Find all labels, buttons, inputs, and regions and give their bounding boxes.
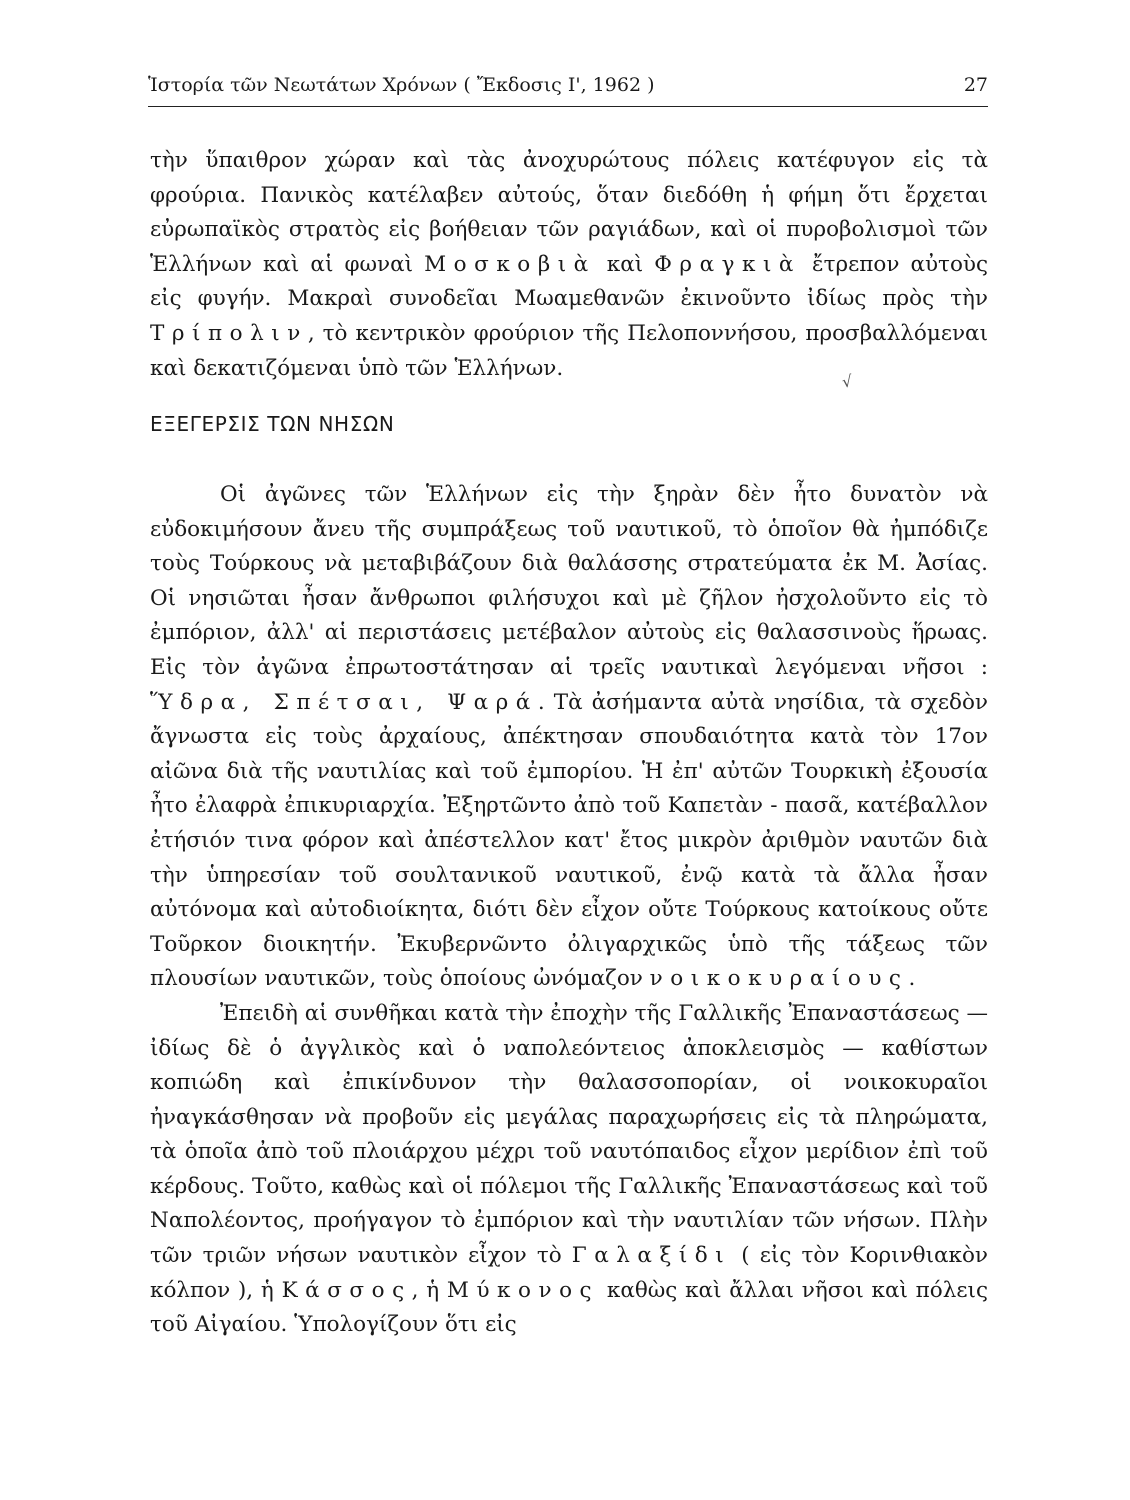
spaced-term: Γαλαξίδι <box>571 1243 732 1269</box>
text-run: τὴν ὕπαιθρον χώραν καὶ τὰς ἀνοχυρώτους πόλεις κατέφυγον εἰς τὰ φρούρια. Πανικὸς κατέλαβεν αὐτούς, ὅταν διεδόθη ἡ φήμη ὅτι ἔρχεται εὐρωπαϊκὸς στρατὸς εἰς βοήθειαν τῶν ραγιάδων, καὶ οἱ πυροβολισμοὶ τῶν Ἑλλήνων καὶ αἱ φωναὶ <box>150 148 988 277</box>
text-run: καὶ <box>595 251 655 277</box>
spaced-term: Μοσκοβιὰ <box>424 251 596 277</box>
text-run: Οἱ ἀγῶνες τῶν Ἑλλήνων εἰς τὴν ξηρὰν δὲν ἦτο δυνατὸν νὰ εὐδοκιμήσουν ἄνευ τῆς συμπράξεως τοῦ ναυτικοῦ, τὸ ὁποῖον θὰ ἠμπόδιζε τοὺς Τούρκους νὰ μεταβιβάζουν διὰ θαλάσσης στρατεύματα ἐκ Μ. Ἀσίας. Οἱ νησιῶται ἦσαν ἄνθρωποι φιλήσυχοι καὶ μὲ ζῆλον ἠσχολοῦντο εἰς τὸ ἐμπόριον, ἀλλ' αἱ περιστάσεις μετέβαλον αὐτοὺς εἰς θαλασσινοὺς ἥρωας. Εἰς τὸν ἀγῶνα ἐπρωτοστάτησαν αἱ τρεῖς ναυτικαὶ λεγόμεναι νῆσοι : <box>150 482 988 680</box>
text-run: ( εἰς τὸν Κορινθιακὸν κόλπον ), ἡ <box>150 1243 988 1303</box>
paragraph-2 <box>150 478 988 997</box>
body-text-main <box>150 478 988 1343</box>
page-number: 27 <box>963 74 988 96</box>
spaced-term: Τρίπολιν <box>150 320 308 346</box>
page-header <box>148 74 988 104</box>
text-run: . Τὰ ἀσήμαντα αὐτὰ νησίδια, τὰ σχεδὸν ἄγνωστα εἰς τοὺς ἀρχαίους, ἀπέκτησαν σπουδαιότητα κατὰ τὸν 17ον αἰῶνα διὰ τῆς ναυτιλίας καὶ τοῦ ἐμπορίου. Ἡ ἐπ' αὐτῶν Τουρκικὴ ἐξουσία ἦτο ἐλαφρὰ ἐπικυριαρχία. Ἐξηρτῶντο ἀπὸ τοῦ Καπετὰν - πασᾶ, κατέβαλλον ἐτήσιόν τινα φόρον καὶ ἀπέστελλον κατ' ἔτος μικρὸν ἀριθμὸν ναυτῶν διὰ τὴν ὑπηρεσίαν τοῦ σουλτανικοῦ ναυτικοῦ, ἐνῷ κατὰ τὰ ἄλλα ἦσαν αὐτόνομα καὶ αὐτοδιοίκητα, διότι δὲν εἶχον οὔτε Τούρκους κατοίκους οὔτε Τοῦρκον διοικητήν. Ἐκυβερνῶντο ὀλιγαρχικῶς ὑπὸ τῆς τάξεως τῶν πλουσίων ναυτικῶν, τοὺς ὁποίους ὠνόμαζον <box>150 689 988 992</box>
text-run: Ἐπειδὴ αἱ συνθῆκαι κατὰ τὴν ἐποχὴν τῆς Γαλλικῆς Ἐπαναστάσεως — ἰδίως δὲ ὁ ἀγγλικὸς καὶ ὁ ναπολεόντειος ἀποκλεισμὸς — καθίστων κοπιώδη καὶ ἐπικίνδυνον τὴν θαλασσοπορίαν, οἱ νοικοκυραῖοι ἠναγκάσθησαν νὰ προβοῦν εἰς μεγάλας παραχωρήσεις εἰς τὰ πληρώματα, τὰ ὁποῖα ἀπὸ τοῦ πλοιάρχου μέχρι τοῦ ναυτόπαιδος εἶχον μερίδιον ἐπὶ τοῦ κέρδους. Τοῦτο, καθὼς καὶ οἱ πόλεμοι τῆς Γαλλικῆς Ἐπαναστάσεως καὶ τοῦ Ναπολέοντος, προήγαγον τὸ ἐμπόριον καὶ τὴν ναυτιλίαν τῶν νήσων. Πλὴν τῶν τριῶν νήσων ναυτικὸν εἶχον τὸ <box>150 1000 989 1269</box>
body-text-top <box>150 144 988 386</box>
margin-checkmark: √ <box>840 371 854 392</box>
spaced-term: Ὕδρα, Σπέτσαι, Ψαρά <box>150 689 538 715</box>
spaced-term: Κάσσος <box>281 1277 412 1303</box>
running-title: Ἱστορία τῶν Νεωτάτων Χρόνων ( Ἔκδοσις Ι', 1962 ) <box>148 74 655 96</box>
text-run: ἔτρεπον αὐτοὺς εἰς φυγήν. Μακραὶ συνοδεῖαι Μωαμεθανῶν ἐκινοῦντο ἰδίως πρὸς τὴν <box>150 251 989 312</box>
spaced-term: Μύκονος <box>446 1277 600 1303</box>
section-heading: ΕΞΕΓΕΡΣΙΣ ΤΩΝ ΝΗΣΩΝ <box>150 412 395 436</box>
spaced-term: Φραγκιὰ <box>654 251 801 277</box>
paragraph-1 <box>150 144 988 386</box>
spaced-term: νοικοκυραίους <box>649 966 909 992</box>
text-run: . <box>908 966 916 992</box>
header-rule <box>148 106 988 107</box>
paragraph-3 <box>150 997 988 1343</box>
text-run: καθὼς καὶ ἄλλαι νῆσοι καὶ πόλεις τοῦ Αἰγαίου. Ὑπολογίζουν ὅτι εἰς <box>150 1277 988 1338</box>
text-run: , τὸ κεντρικὸν φρούριον τῆς Πελοποννήσου, προσβαλλόμεναι καὶ δεκατιζόμεναι ὑπὸ τῶν Ἑλλήνων. <box>150 320 988 381</box>
text-run: , ἡ <box>411 1277 447 1303</box>
